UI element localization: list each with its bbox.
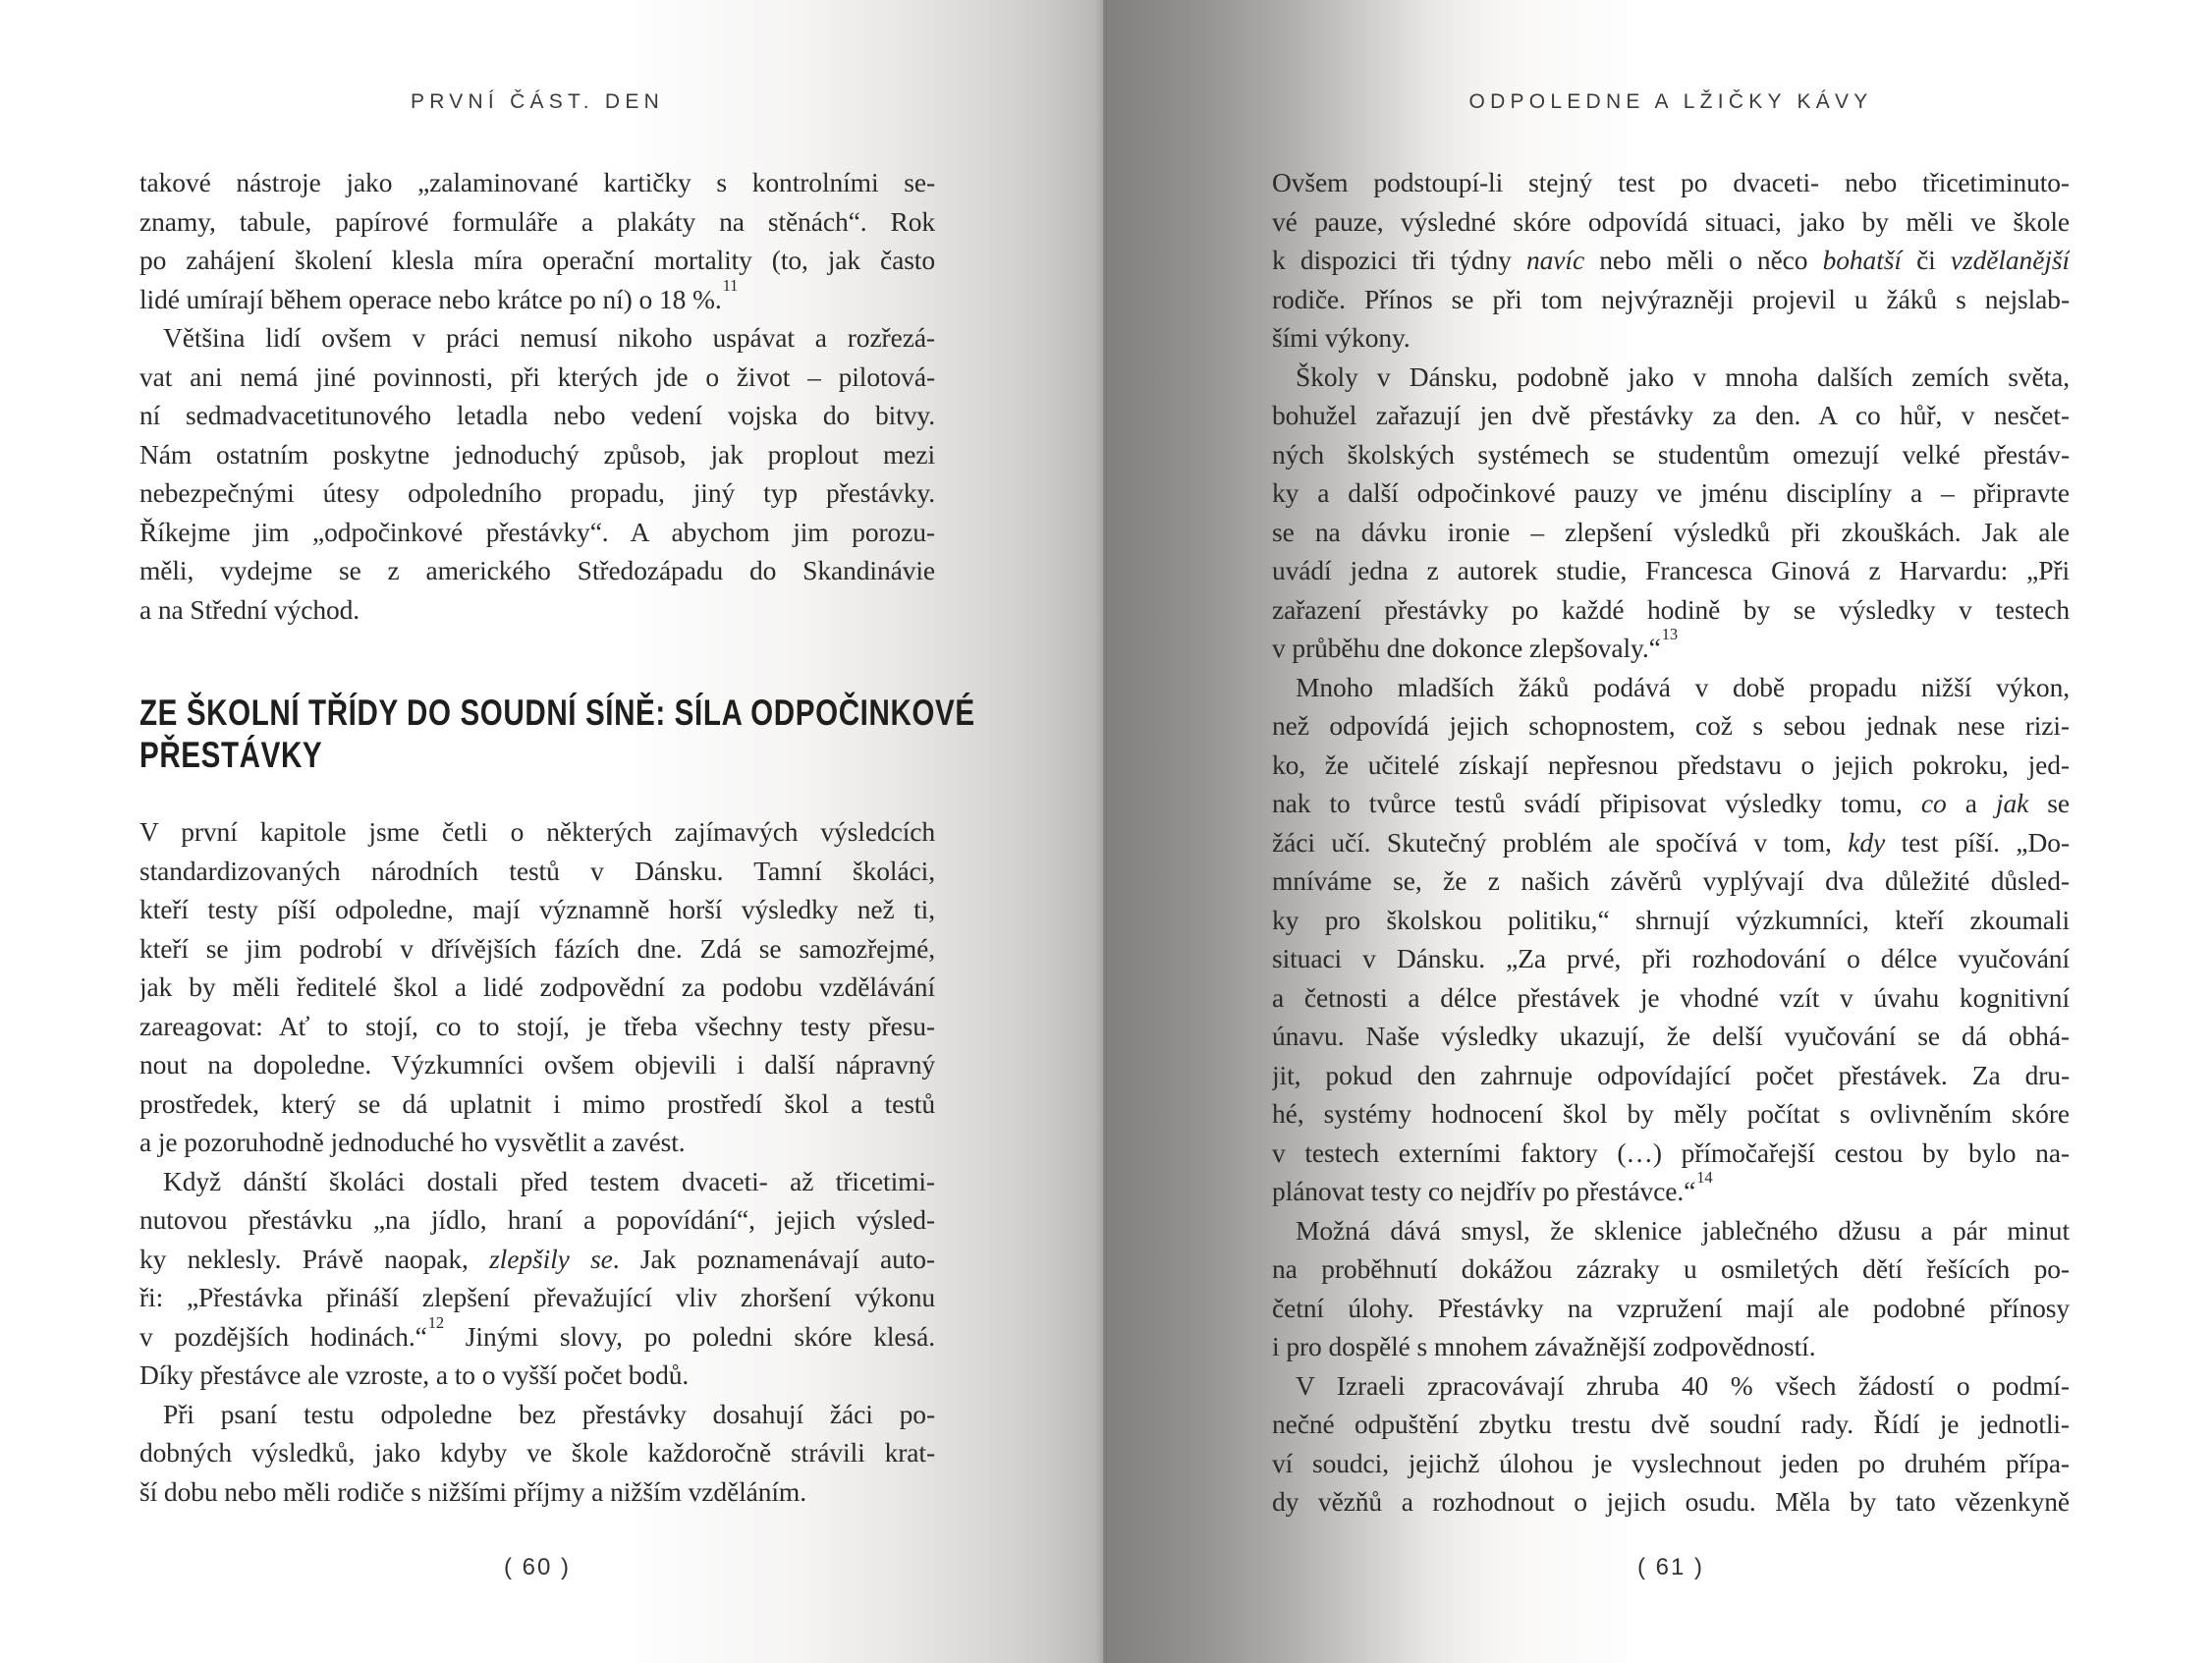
text-line: jit, pokud den zahrnuje odpovídající počet přestávek. Za dru- <box>1272 1059 2070 1090</box>
page-number-left: ( 60 ) <box>503 1554 571 1580</box>
text-line: šími výkony. <box>1272 322 1410 353</box>
text-line: hé, systémy hodnocení škol by měly počítat s ovlivněním skóre <box>1272 1098 2070 1129</box>
text-line: Říkejme jim „odpočinkové přestávky“. A abychom jim porozu- <box>139 516 935 547</box>
text-line: Školy v Dánsku, podobně jako v mnoha dalších zemích světa, <box>1296 360 2070 392</box>
text-line: ky pro školskou politiku,“ shrnují výzkumníci, kteří zkoumali <box>1272 904 2070 935</box>
text-line: v pozdějších hodinách.“$^{12}$ Jinými slovy, po poledni skóre klesá. <box>139 1316 935 1352</box>
page-number-right: ( 61 ) <box>1636 1554 1704 1580</box>
page-right <box>1107 0 2212 1663</box>
running-head-right: ODPOLEDNE A LŽIČKY KÁVY <box>1468 90 1873 113</box>
text-line: jak by měli ředitelé škol a lidé zodpovědní za podobu vzdělávání <box>139 971 935 1002</box>
paragraph <box>139 163 935 318</box>
text-line: prostředek, který se dá uplatnit i mimo prostředí škol a testů <box>139 1087 935 1119</box>
text-line: V Izraeli zpracovávají zhruba 40 % všech žádostí o podmí- <box>1296 1369 2070 1401</box>
text-line: únavu. Naše výsledky ukazují, že delší vyučování se dá obhá- <box>1272 1021 2070 1051</box>
text-line: bohužel zařazují jen dvě přestávky za den. A co hůř, v nesčet- <box>1272 400 2070 430</box>
paragraph <box>1272 1366 2070 1522</box>
text-line: četní úlohy. Přestávky na vzpružení mají ale podobné přínosy <box>1272 1292 2070 1323</box>
text-column-left <box>139 163 975 1511</box>
paragraph <box>139 318 935 629</box>
text-line: měli, vydejme se z amerického Středozápadu do Skandinávie <box>139 555 935 585</box>
text-line: než odpovídá jejich schopnostem, což s sebou jednak nese rizi- <box>1272 710 2070 741</box>
text-line: na proběhnutí dokážou zázraky u osmiletých dětí řešících po- <box>1272 1253 2070 1284</box>
running-head-left: PRVNÍ ČÁST. DEN <box>410 90 665 113</box>
text-line: Když dánští školáci dostali před testem dvaceti- až třicetimi- <box>163 1165 935 1196</box>
text-line: po zahájení školení klesla míra operační mortality (to, jak často <box>139 245 935 275</box>
text-line: Možná dává smysl, že sklenice jablečného džusu a pár minut <box>1296 1214 2070 1246</box>
text-line: dobných výsledků, jako kdyby ve škole každoročně strávili krat- <box>139 1437 935 1468</box>
text-line: Díky přestávce ale vzroste, a to o vyšší počet bodů. <box>139 1359 690 1390</box>
text-line: se na dávku ironie – zlepšení výsledků při zkouškách. Jak ale <box>1272 516 2070 547</box>
text-line: mníváme se, že z našich závěrů vyplývají dva důležité důsled- <box>1272 865 2070 896</box>
text-line: standardizovaných národních testů v Dánsku. Tamní školáci, <box>139 855 935 886</box>
heading-line <box>139 692 975 734</box>
text-line: situaci v Dánsku. „Za prvé, při rozhodování o délce vyučování <box>1272 943 2070 973</box>
text-line: k dispozici tři týdny navíc nebo měli o něco bohatší či vzdělanější <box>1272 245 2070 275</box>
heading-text: PŘESTÁVKY <box>139 735 323 775</box>
paragraph <box>139 812 935 1162</box>
text-line: i pro dospělé s mnohem závažnější zodpovědností. <box>1272 1331 1816 1361</box>
text-line: nebezpečnými útesy odpoledního propadu, jiný typ přestávky. <box>139 477 935 508</box>
text-line: a četnosti a délce přestávek je vhodné vzít v úvahu kognitivní <box>1272 981 2070 1013</box>
text-line: kteří testy píší odpoledne, mají významně horší výsledky než ti, <box>139 894 935 924</box>
text-line: kteří se jim podrobí v dřívějších fázích dne. Zdá se samozřejmé, <box>139 932 935 964</box>
text-line: zareagovat: Ať to stojí, co to stojí, je třeba všechny testy přesu- <box>139 1010 935 1041</box>
text-line: ky a další odpočinkové pauzy ve jménu disciplíny a – připravte <box>1272 477 2070 508</box>
text-line: ři: „Přestávka přináší zlepšení převažující vliv zhoršení výkonu <box>139 1282 935 1312</box>
text-line: Většina lidí ovšem v práci nemusí nikoho uspávat a rozřezá- <box>163 322 935 353</box>
text-line: rodiče. Přínos se při tom nejvýrazněji projevil u žáků s nejslab- <box>1272 283 2070 314</box>
heading-line <box>139 734 935 776</box>
text-line: ví soudci, jejichž úlohou je vyslechnout jeden po druhém přípa- <box>1272 1447 2070 1478</box>
text-line: plánovat testy co nejdřív po přestávce.“$^{14}$ <box>1272 1172 1713 1206</box>
text-line: žáci učí. Skutečný problém ale spočívá v tom, kdy test píší. „Do- <box>1272 826 2070 858</box>
text-line: ky neklesly. Právě naopak, zlepšily se. Jak poznamenávají auto- <box>139 1243 935 1274</box>
text-line: zařazení přestávky po každé hodině by se výsledky v testech <box>1272 593 2070 625</box>
text-line: nout na dopoledne. Výzkumníci ovšem objevili i další nápravný <box>139 1049 935 1080</box>
text-line: v testech externími faktory (…) přímočařejší cestou by bylo na- <box>1272 1136 2070 1168</box>
text-line: nak to tvůrce testů svádí připisovat výsledky tomu, co a jak se <box>1272 788 2070 818</box>
text-line: ší dobu nebo měli rodiče s nižšími příjmy a nižším vzděláním. <box>139 1475 806 1507</box>
text-line: Ovšem podstoupí-li stejný test po dvaceti- nebo třicetiminuto- <box>1272 167 2070 197</box>
paragraph <box>139 1395 935 1512</box>
paragraph <box>139 1162 935 1395</box>
section-heading <box>139 692 975 776</box>
text-line: uvádí jedna z autorek studie, Francesca Ginová z Harvardu: „Při <box>1272 555 2070 585</box>
page-left <box>0 0 1103 1663</box>
paragraph <box>1272 358 2070 668</box>
text-line: znamy, tabule, papírové formuláře a plakáty na stěnách“. Rok <box>139 205 935 237</box>
text-line: ných školských systémech se studentům omezují velké přestáv- <box>1272 438 2070 470</box>
text-line: vé pauze, výsledné skóre odpovídá situaci, jako by měli ve škole <box>1272 205 2070 237</box>
paragraph <box>1272 668 2070 1211</box>
text-line: ko, že učitelé získají nepřesnou představu o jejich pokroku, jed- <box>1272 748 2070 780</box>
text-line: a je pozoruhodně jednoduché ho vysvětlit a zavést. <box>139 1127 686 1157</box>
text-line: v průběhu dne dokonce zlepšovaly.“$^{13}$ <box>1272 629 1679 663</box>
text-line: V první kapitole jsme četli o některých zajímavých výsledcích <box>139 816 935 847</box>
text-line: ní sedmadvacetitunového letadla nebo vedení vojska do bitvy. <box>139 400 935 430</box>
text-line: dy vězňů a rozhodnout o jejich osudu. Měla by tato vězenkyně <box>1272 1486 2070 1517</box>
text-line: Nám ostatním poskytne jednoduchý způsob, jak proplout mezi <box>139 438 935 470</box>
text-line: nutovou přestávku „na jídlo, hraní a popovídání“, jejich výsled- <box>139 1204 935 1235</box>
text-line: Při psaní testu odpoledne bez přestávky dosahují žáci po- <box>163 1398 935 1429</box>
text-line: a na Střední východ. <box>139 593 360 625</box>
text-line: vat ani nemá jiné povinnosti, při kterých jde o život – pilotová- <box>139 360 935 392</box>
paragraph <box>1272 1211 2070 1366</box>
paragraph <box>1272 163 2070 358</box>
text-line: lidé umírají během operace nebo krátce po ní) o 18 %.$^{11}$ <box>139 279 739 314</box>
text-column-right <box>1272 163 2070 1522</box>
text-line: nečné odpuštění zbytku trestu dvě soudní rady. Řídí je jednotli- <box>1272 1409 2070 1439</box>
text-line: Mnoho mladších žáků podává v době propadu nižší výkon, <box>1296 671 2070 702</box>
text-line: takové nástroje jako „zalaminované kartičky s kontrolními se- <box>139 167 935 197</box>
heading-text: ZE ŠKOLNÍ TŘÍDY DO SOUDNÍ SÍNĚ: SÍLA ODPOČINKOVÉ <box>139 693 975 733</box>
